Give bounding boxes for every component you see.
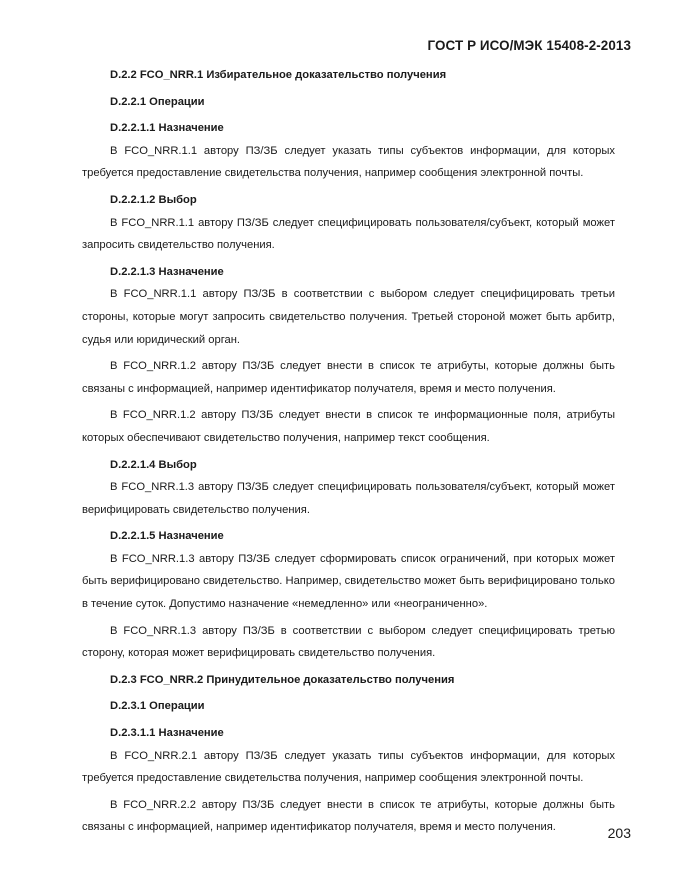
subsection-heading: D.2.3.1.1 Назначение	[110, 727, 224, 740]
subsection-heading: D.2.2.1 Операции	[110, 95, 205, 108]
section-heading: D.2.2 FCO_NRR.1 Избирательное доказательство получения	[110, 69, 447, 81]
subsection-heading: D.2.2.1.4 Выбор	[110, 458, 197, 471]
paragraph: В FCO_NRR.1.3 автору ПЗ/ЗБ следует специфицировать пользователя/субъект, который может верифицировать свидетельство получения.	[82, 481, 615, 516]
paragraph: В FCO_NRR.1.1 автору ПЗ/ЗБ в соответствии с выбором следует специфицировать третьи стороны, которые могут запросить свидетельство получения. Третьей стороной может быть арбитр, судья или юридический орган.	[82, 288, 615, 346]
subsection-heading: D.2.3.1 Операции	[110, 700, 205, 713]
document-header: ГОСТ Р ИСО/МЭК 15408-2-2013	[427, 38, 631, 53]
paragraph: В FCO_NRR.2.1 автору ПЗ/ЗБ следует указать типы субъектов информации, для которых требуется предоставление свидетельства получения, например сообщения электронной почты.	[82, 749, 615, 785]
subsection-heading: D.2.2.1.3 Назначение	[110, 265, 224, 278]
paragraph: В FCO_NRR.1.3 автору ПЗ/ЗБ следует сформировать список ограничений, при которых может быть верифицировано свидетельство. Например, свидетельство может быть верифицировано только в течение суток. Допустимо назначение «немедленно» или «неограниченно».	[82, 552, 615, 611]
subsection-heading: D.2.2.1.1 Назначение	[110, 122, 224, 135]
subsection-heading: D.2.2.1.2 Выбор	[110, 193, 197, 206]
subsection-heading: D.2.2.1.5 Назначение	[110, 530, 224, 543]
paragraph: В FCO_NRR.1.3 автору ПЗ/ЗБ в соответствии с выбором следует специфицировать третью сторону, которая может верифицировать свидетельство получения.	[82, 624, 615, 660]
page-number: 203	[607, 825, 631, 841]
paragraph: В FCO_NRR.1.1 автору ПЗ/ЗБ следует указать типы субъектов информации, для которых требуется предоставление свидетельства получения, например сообщения электронной почты.	[82, 144, 615, 180]
section-heading: D.2.3 FCO_NRR.2 Принудительное доказательство получения	[110, 673, 455, 686]
paragraph: В FCO_NRR.2.2 автору ПЗ/ЗБ следует внести в список те атрибуты, которые должны быть связаны с информацией, например идентификатор получателя, время и место получения.	[82, 798, 615, 834]
paragraph: В FCO_NRR.1.2 автору ПЗ/ЗБ следует внести в список те информационные поля, атрибуты которых обеспечивают свидетельство получения, например текст сообщения.	[82, 409, 615, 444]
paragraph: В FCO_NRR.1.2 автору ПЗ/ЗБ следует внести в список те атрибуты, которые должны быть связаны с информацией, например идентификатор получателя, время и место получения.	[82, 360, 615, 395]
paragraph: В FCO_NRR.1.1 автору ПЗ/ЗБ следует специфицировать пользователя/субъект, который может запросить свидетельство получения.	[82, 216, 615, 252]
document-body	[82, 64, 615, 839]
